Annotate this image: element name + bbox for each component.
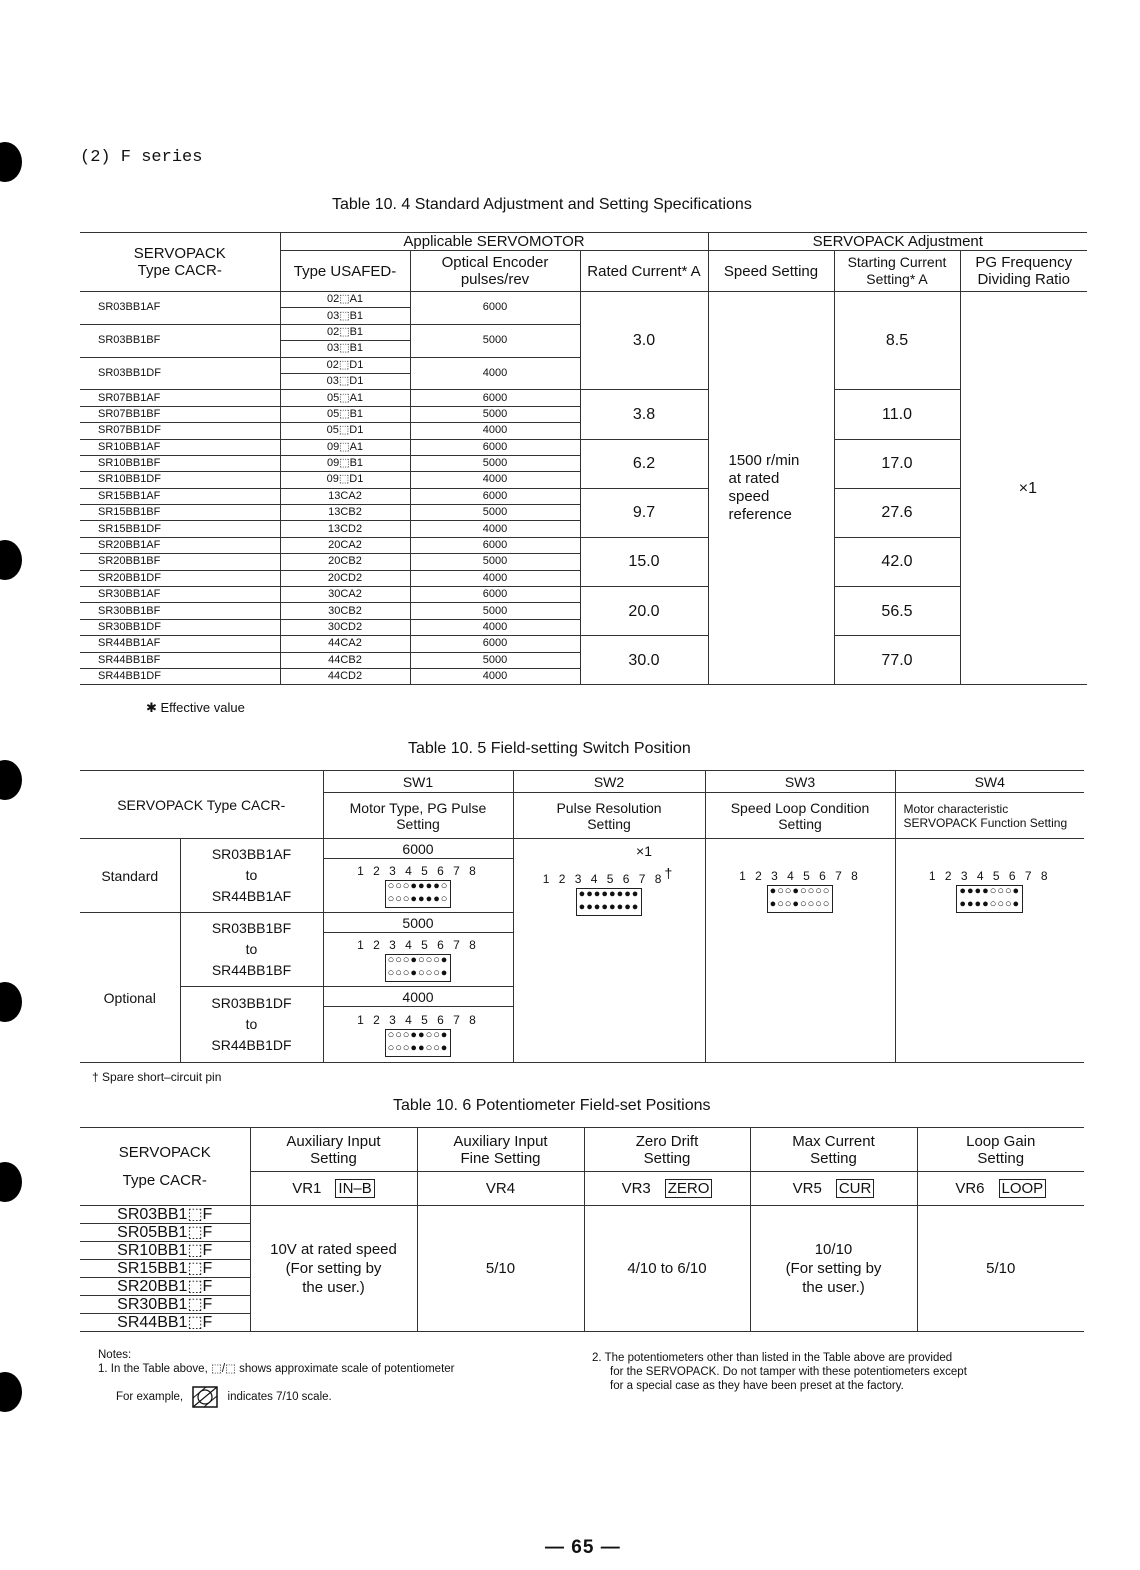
encoder-pulses: 5000 bbox=[410, 554, 580, 570]
table-row bbox=[80, 488, 1087, 504]
sw2-value: ×1 bbox=[636, 843, 652, 859]
encoder-pulses: 5000 bbox=[410, 455, 580, 471]
sw1-bf-dip-switch: ○○○●○○○● ○○○●○○○● bbox=[385, 954, 452, 982]
sw1-df-cell: 1 2 3 4 5 6 7 8 ○○○●●○○● ○○○●●○○● bbox=[323, 1007, 513, 1063]
encoder-pulses: 4000 bbox=[410, 423, 580, 439]
encoder-pulses: 4000 bbox=[410, 521, 580, 537]
motor-type: 02⬚B1 bbox=[280, 324, 410, 340]
sw3-dip-switch: ●○○●○○○○ ●○○●○○○○ bbox=[767, 885, 834, 913]
servopack-model: SR07BB1BF bbox=[80, 406, 280, 422]
col-header-6: PG Frequency Dividing Ratio bbox=[960, 251, 1087, 292]
servopack-model: SR15BB1⬚F bbox=[80, 1260, 250, 1278]
sw4-label: SW4 bbox=[895, 771, 1084, 793]
motor-type: 05⬚A1 bbox=[280, 390, 410, 406]
starting-current: 42.0 bbox=[834, 537, 960, 586]
motor-type: 02⬚D1 bbox=[280, 357, 410, 373]
sw1-bf-value: 5000 bbox=[323, 913, 513, 933]
servopack-model: SR07BB1AF bbox=[80, 390, 280, 406]
table-10-5 bbox=[80, 770, 1084, 1063]
binder-hole bbox=[0, 540, 22, 580]
table-10-4-caption: Table 10. 4 Standard Adjustment and Setting Specifications bbox=[332, 196, 752, 213]
pot-function-4: Max Current Setting bbox=[750, 1128, 917, 1172]
pot-value-1: 10V at rated speed (For setting by the user.) bbox=[250, 1206, 417, 1332]
table-10-4 bbox=[80, 232, 1087, 685]
notes bbox=[98, 1348, 455, 1408]
encoder-pulses: 5000 bbox=[410, 652, 580, 668]
rated-current: 15.0 bbox=[580, 537, 708, 586]
servopack-model: SR03BB1AF bbox=[80, 292, 280, 325]
vr1-cell: VR1 IN–B bbox=[250, 1172, 417, 1206]
pot-value-3: 4/10 to 6/10 bbox=[584, 1206, 750, 1332]
sw2-function: Pulse Resolution Setting bbox=[513, 793, 705, 839]
rated-current: 3.8 bbox=[580, 390, 708, 439]
table-row bbox=[80, 439, 1087, 455]
encoder-pulses: 6000 bbox=[410, 488, 580, 504]
sw3-function: Speed Loop Condition Setting bbox=[705, 793, 895, 839]
motor-type: 03⬚B1 bbox=[280, 308, 410, 324]
col-header-4: Speed Setting bbox=[708, 251, 834, 292]
note-1: 1. In the Table above, ⬚/⬚ shows approximate scale of potentiometer bbox=[98, 1363, 455, 1375]
servopack-model: SR20BB1AF bbox=[80, 537, 280, 553]
servopack-model: SR15BB1AF bbox=[80, 488, 280, 504]
motor-type: 02⬚A1 bbox=[280, 292, 410, 308]
servopack-model: SR03BB1BF bbox=[80, 324, 280, 357]
sw-type-header: SERVOPACK Type CACR- bbox=[80, 771, 323, 839]
optional-label: Optional bbox=[80, 913, 180, 1063]
servopack-model: SR30BB1BF bbox=[80, 603, 280, 619]
binder-hole bbox=[0, 142, 22, 182]
dagger-mark: † bbox=[664, 865, 676, 881]
vr1-label: IN–B bbox=[335, 1179, 374, 1198]
servopack-model: SR30BB1⬚F bbox=[80, 1296, 250, 1314]
pot-function-5: Loop Gain Setting bbox=[917, 1128, 1084, 1172]
servopack-model: SR44BB1AF bbox=[80, 636, 280, 652]
servopack-model: SR15BB1DF bbox=[80, 521, 280, 537]
servopack-model: SR10BB1⬚F bbox=[80, 1242, 250, 1260]
rated-current: 30.0 bbox=[580, 636, 708, 685]
servopack-model: SR03BB1DF bbox=[80, 357, 280, 390]
servopack-model: SR07BB1DF bbox=[80, 423, 280, 439]
servopack-model: SR15BB1BF bbox=[80, 505, 280, 521]
table-row bbox=[80, 292, 1087, 308]
sw4-cell: 1 2 3 4 5 6 7 8 ●●●●○○○● ●●●●○○○● bbox=[895, 839, 1084, 1063]
encoder-pulses: 4000 bbox=[410, 357, 580, 390]
col-header-1: Type USAFED- bbox=[280, 251, 410, 292]
starting-current: 8.5 bbox=[834, 292, 960, 390]
vr3-cell: VR3 ZERO bbox=[584, 1172, 750, 1206]
binder-hole bbox=[0, 982, 22, 1022]
optional-df-range: SR03BB1DF to SR44BB1DF bbox=[180, 987, 323, 1063]
starting-current: 27.6 bbox=[834, 488, 960, 537]
section-title: (2) F series bbox=[80, 148, 203, 167]
page-number: — 65 — bbox=[545, 1537, 621, 1558]
encoder-pulses: 6000 bbox=[410, 292, 580, 325]
starting-current: 11.0 bbox=[834, 390, 960, 439]
servopack-model: SR20BB1BF bbox=[80, 554, 280, 570]
encoder-pulses: 4000 bbox=[410, 570, 580, 586]
sw1-bf-cell: 1 2 3 4 5 6 7 8 ○○○●○○○● ○○○●○○○● bbox=[323, 933, 513, 987]
potentiometer-scale-icon bbox=[192, 1386, 218, 1408]
motor-type: 20CD2 bbox=[280, 570, 410, 586]
col-header-2: Optical Encoder pulses/rev bbox=[410, 251, 580, 292]
motor-type: 09⬚B1 bbox=[280, 455, 410, 471]
servopack-model: SR20BB1DF bbox=[80, 570, 280, 586]
note-2: 2. The potentiometers other than listed in the Table above are provided for the SERVOPACK. Do not tamper with these potentiometers except for a special case as they have been preset at the factory. bbox=[592, 1352, 967, 1392]
servomotor-group-header: Applicable SERVOMOTOR bbox=[280, 233, 708, 251]
sw1-standard-cell: 1 2 3 4 5 6 7 8 ○○○●●●●○ ○○○●●●●○ bbox=[323, 859, 513, 913]
sw3-label: SW3 bbox=[705, 771, 895, 793]
table-10-6 bbox=[80, 1127, 1084, 1332]
encoder-pulses: 6000 bbox=[410, 439, 580, 455]
encoder-pulses: 6000 bbox=[410, 390, 580, 406]
encoder-pulses: 4000 bbox=[410, 668, 580, 684]
servopack-model: SR44BB1⬚F bbox=[80, 1314, 250, 1332]
vr5-cell: VR5 CUR bbox=[750, 1172, 917, 1206]
servopack-model: SR30BB1AF bbox=[80, 587, 280, 603]
sw1-standard-value: 6000 bbox=[323, 839, 513, 859]
optional-bf-range: SR03BB1BF to SR44BB1BF bbox=[180, 913, 323, 987]
motor-type: 03⬚B1 bbox=[280, 341, 410, 357]
sw1-label: SW1 bbox=[323, 771, 513, 793]
table-10-6-caption: Table 10. 6 Potentiometer Field-set Positions bbox=[393, 1097, 711, 1114]
vr4-cell: VR4 bbox=[417, 1172, 584, 1206]
sw2-label: SW2 bbox=[513, 771, 705, 793]
rated-current: 20.0 bbox=[580, 587, 708, 636]
servopack-model: SR30BB1DF bbox=[80, 619, 280, 635]
motor-type: 44CB2 bbox=[280, 652, 410, 668]
servopack-model: SR05BB1⬚F bbox=[80, 1224, 250, 1242]
encoder-pulses: 5000 bbox=[410, 505, 580, 521]
rated-current: 9.7 bbox=[580, 488, 708, 537]
encoder-pulses: 6000 bbox=[410, 636, 580, 652]
motor-type: 30CA2 bbox=[280, 587, 410, 603]
motor-type: 09⬚A1 bbox=[280, 439, 410, 455]
speed-setting: 1500 r/min at rated speed reference bbox=[708, 292, 834, 685]
motor-type: 05⬚D1 bbox=[280, 423, 410, 439]
sw1-standard-dip-switch: ○○○●●●●○ ○○○●●●●○ bbox=[385, 880, 452, 908]
motor-type: 03⬚D1 bbox=[280, 373, 410, 389]
notes-heading: Notes: bbox=[98, 1349, 132, 1361]
pot-value-5: 5/10 bbox=[917, 1206, 1084, 1332]
servopack-model: SR10BB1AF bbox=[80, 439, 280, 455]
binder-hole bbox=[0, 760, 22, 800]
servopack-model: SR03BB1⬚F bbox=[80, 1206, 250, 1224]
servopack-model: SR44BB1DF bbox=[80, 668, 280, 684]
encoder-pulses: 4000 bbox=[410, 472, 580, 488]
encoder-pulses: 6000 bbox=[410, 587, 580, 603]
sw3-cell: 1 2 3 4 5 6 7 8 ●○○●○○○○ ●○○●○○○○ bbox=[705, 839, 895, 1063]
sw4-function: Motor characteristic SERVOPACK Function Setting bbox=[895, 793, 1084, 839]
motor-type: 13CB2 bbox=[280, 505, 410, 521]
binder-hole bbox=[0, 1372, 22, 1412]
table-row bbox=[80, 587, 1087, 603]
table-row bbox=[80, 636, 1087, 652]
pot-value-2: 5/10 bbox=[417, 1206, 584, 1332]
sw1-df-dip-switch: ○○○●●○○● ○○○●●○○● bbox=[385, 1029, 452, 1057]
pot-function-1: Auxiliary Input Setting bbox=[250, 1128, 417, 1172]
pot-function-2: Auxiliary Input Fine Setting bbox=[417, 1128, 584, 1172]
servopack-model: SR10BB1DF bbox=[80, 472, 280, 488]
sw1-function: Motor Type, PG Pulse Setting bbox=[323, 793, 513, 839]
vr5-label: CUR bbox=[836, 1179, 875, 1198]
motor-type: 30CD2 bbox=[280, 619, 410, 635]
starting-current: 17.0 bbox=[834, 439, 960, 488]
binder-hole bbox=[0, 1162, 22, 1202]
motor-type: 44CD2 bbox=[280, 668, 410, 684]
encoder-pulses: 4000 bbox=[410, 619, 580, 635]
vr3-label: ZERO bbox=[665, 1179, 713, 1198]
pg-ratio: ×1 bbox=[960, 292, 1087, 685]
pot-function-3: Zero Drift Setting bbox=[584, 1128, 750, 1172]
motor-type: 09⬚D1 bbox=[280, 472, 410, 488]
motor-type: 20CB2 bbox=[280, 554, 410, 570]
motor-type: 30CB2 bbox=[280, 603, 410, 619]
rated-current: 6.2 bbox=[580, 439, 708, 488]
servopack-model: SR10BB1BF bbox=[80, 455, 280, 471]
motor-type: 13CA2 bbox=[280, 488, 410, 504]
encoder-pulses: 5000 bbox=[410, 324, 580, 357]
col-header-3: Rated Current* A bbox=[580, 251, 708, 292]
note-example: For example, indicates 7/10 scale. bbox=[98, 1386, 455, 1408]
motor-type: 44CA2 bbox=[280, 636, 410, 652]
motor-type: 20CA2 bbox=[280, 537, 410, 553]
sw2-dip-switch: ●●●●●●●● ●●●●●●●● bbox=[576, 888, 643, 916]
sw2-cell: ×1 1 2 3 4 5 6 7 8† ●●●●●●●● ●●●●●●●● bbox=[513, 839, 705, 1063]
encoder-pulses: 5000 bbox=[410, 406, 580, 422]
sw4-dip-switch: ●●●●○○○● ●●●●○○○● bbox=[956, 885, 1023, 913]
table-row bbox=[80, 537, 1087, 553]
pot-value-4: 10/10 (For setting by the user.) bbox=[750, 1206, 917, 1332]
motor-type: 13CD2 bbox=[280, 521, 410, 537]
vr6-cell: VR6 LOOP bbox=[917, 1172, 1084, 1206]
table-row bbox=[80, 1206, 1084, 1224]
type-header: SERVOPACK Type CACR- bbox=[80, 233, 280, 292]
col-header-5: Starting Current Setting* A bbox=[834, 251, 960, 292]
servopack-model: SR44BB1BF bbox=[80, 652, 280, 668]
table-10-5-footnote: † Spare short–circuit pin bbox=[92, 1070, 222, 1084]
standard-label: Standard bbox=[80, 839, 180, 913]
standard-range: SR03BB1AF to SR44BB1AF bbox=[180, 839, 323, 913]
encoder-pulses: 6000 bbox=[410, 537, 580, 553]
table-10-4-footnote: ✱ Effective value bbox=[146, 700, 245, 715]
adjustment-group-header: SERVOPACK Adjustment bbox=[708, 233, 1087, 251]
starting-current: 56.5 bbox=[834, 587, 960, 636]
pot-type-header: SERVOPACK Type CACR- bbox=[80, 1128, 250, 1206]
servopack-model: SR20BB1⬚F bbox=[80, 1278, 250, 1296]
table-10-5-caption: Table 10. 5 Field-setting Switch Position bbox=[408, 740, 691, 757]
starting-current: 77.0 bbox=[834, 636, 960, 685]
rated-current: 3.0 bbox=[580, 292, 708, 390]
sw1-df-value: 4000 bbox=[323, 987, 513, 1007]
vr6-label: LOOP bbox=[999, 1179, 1047, 1198]
table-row bbox=[80, 390, 1087, 406]
encoder-pulses: 5000 bbox=[410, 603, 580, 619]
motor-type: 05⬚B1 bbox=[280, 406, 410, 422]
